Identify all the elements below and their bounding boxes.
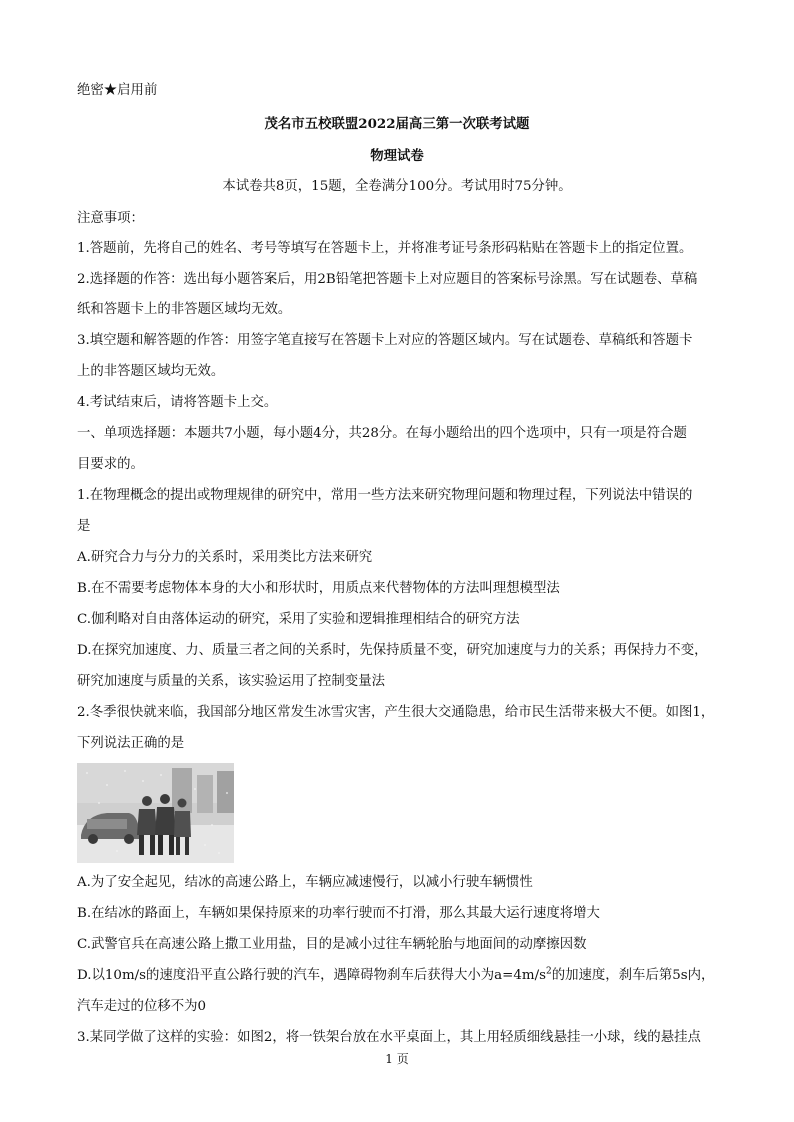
q1-option-d-line-1: D.在探究加速度、力、质量三者之间的关系时，先保持质量不变，研究加速度与力的关系；再保持力不变， bbox=[77, 643, 708, 658]
secret-label: 绝密★启用前 bbox=[77, 83, 158, 98]
notice-heading: 注意事项： bbox=[77, 211, 144, 226]
q2-option-d-text-post: 的加速度，刹车后第5s内， bbox=[551, 968, 715, 983]
q1-option-b: B.在不需要考虑物体本身的大小和形状时，用质点来代替物体的方法叫理想模型法 bbox=[77, 581, 560, 596]
q2-option-b: B.在结冰的路面上，车辆如果保持原来的功率行驶而不打滑，那么其最大运行速度将增大 bbox=[77, 906, 600, 921]
q1-stem-line-2: 是 bbox=[77, 519, 91, 534]
q2-option-a: A.为了安全起见，结冰的高速公路上，车辆应减速慢行，以减小行驶车辆惯性 bbox=[77, 875, 533, 890]
q3-stem-line-1: 3.某同学做了这样的实验：如图2，将一铁架台放在水平桌面上，其上用轻质细线悬挂一小球，线的悬挂点 bbox=[77, 1030, 701, 1045]
subject-title: 物理试卷 bbox=[370, 148, 424, 164]
q1-option-a: A.研究合力与分力的关系时，采用类比方法来研究 bbox=[77, 550, 373, 565]
page-number: 1 页 bbox=[385, 1052, 409, 1066]
q2-option-d-exponent: 2 bbox=[545, 966, 552, 977]
notice-item-3-line-2: 上的非答题区域均无效。 bbox=[77, 364, 225, 379]
q2-option-d-line-2: 汽车走过的位移不为0 bbox=[77, 999, 207, 1014]
notice-item-2-line-1: 2.选择题的作答：选出每小题答案后，用2B铅笔把答题卡上对应题目的答案标号涂黑。写在试题卷、草稿 bbox=[77, 272, 698, 287]
notice-item-1: 1.答题前，先将自己的姓名、考号等填写在答题卡上，并将准考证号条形码粘贴在答题卡上的指定位置。 bbox=[77, 241, 693, 256]
notice-item-2-line-2: 纸和答题卡上的非答题区域均无效。 bbox=[77, 302, 292, 317]
figure-1-snow-photo bbox=[77, 763, 234, 863]
q2-stem-line-1: 2.冬季很快就来临，我国部分地区常发生冰雪灾害，产生很大交通隐患，给市民生活带来极大不便。如图1， bbox=[77, 705, 715, 720]
q2-option-d-text-pre: D.以10m/s的速度沿平直公路行驶的汽车，遇障碍物刹车后获得大小为a=4m/s bbox=[77, 968, 546, 983]
q1-stem-line-1: 1.在物理概念的提出或物理规律的研究中，常用一些方法来研究物理问题和物理过程，下列说法中错误的 bbox=[77, 488, 693, 503]
exam-info: 本试卷共8页，15题，全卷满分100分。考试用时75分钟。 bbox=[222, 179, 572, 194]
q1-option-c: C.伽利略对自由落体运动的研究，采用了实验和逻辑推理相结合的研究方法 bbox=[77, 612, 520, 627]
exam-title: 茂名市五校联盟2022届高三第一次联考试题 bbox=[264, 116, 530, 132]
section-1-line-1: 一、单项选择题：本题共7小题，每小题4分，共28分。在每小题给出的四个选项中，只有一项是符合题 bbox=[77, 426, 687, 441]
notice-item-4: 4.考试结束后，请将答题卡上交。 bbox=[77, 395, 278, 410]
snow-scene-illustration bbox=[77, 763, 234, 863]
q2-stem-line-2: 下列说法正确的是 bbox=[77, 736, 185, 751]
q1-option-d-line-2: 研究加速度与质量的关系，该实验运用了控制变量法 bbox=[77, 674, 385, 689]
notice-item-3-line-1: 3.填空题和解答题的作答：用签字笔直接写在答题卡上对应的答题区域内。写在试题卷、草稿纸和答题卡 bbox=[77, 333, 693, 348]
q2-option-d-line-1 bbox=[77, 966, 727, 986]
section-1-line-2: 目要求的。 bbox=[77, 457, 144, 472]
q2-option-c: C.武警官兵在高速公路上撒工业用盐，目的是减小过往车辆轮胎与地面间的动摩擦因数 bbox=[77, 937, 587, 952]
